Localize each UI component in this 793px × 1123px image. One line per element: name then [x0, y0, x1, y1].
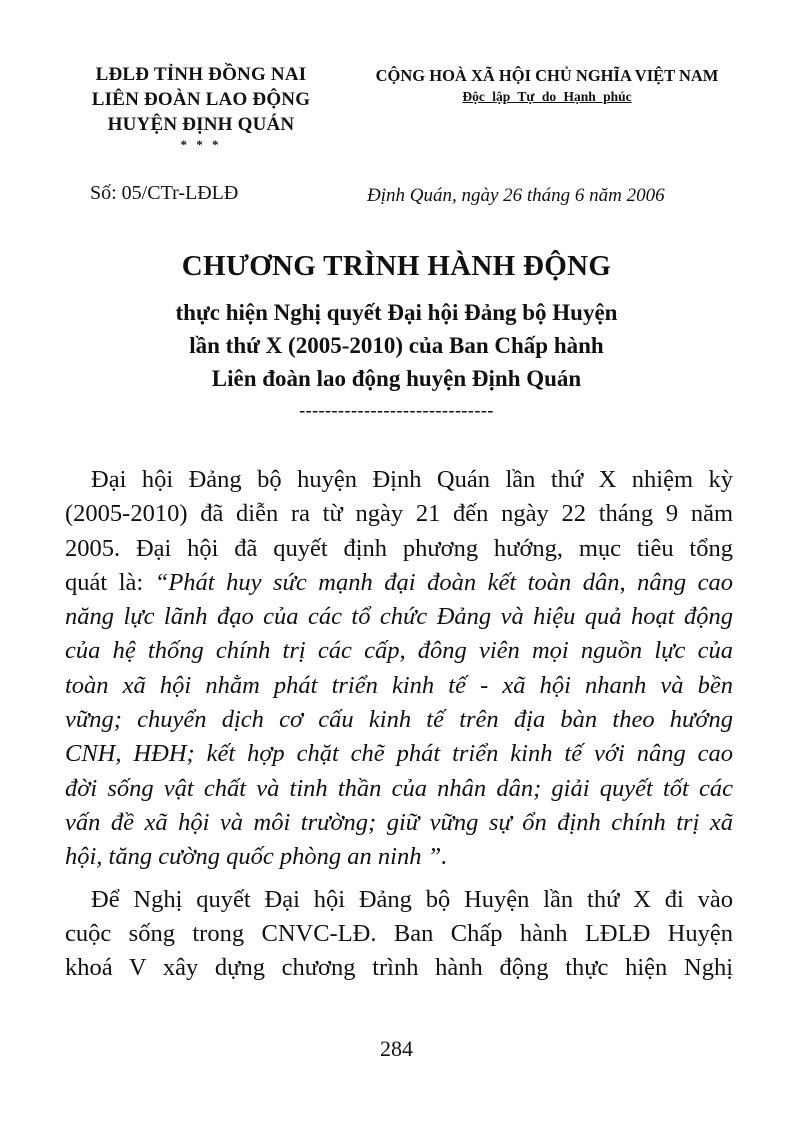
nation-name: CỘNG HOÀ XÃ HỘI CHỦ NGHĨA VIỆT NAM [375, 66, 719, 85]
quote-text: “Phát huy sức mạnh đại đoàn kết toàn dân, nâng cao [154, 568, 734, 596]
subtitle-line: thực hiện Nghị quyết Đại hội Đảng bộ Huyện [175, 300, 618, 325]
page-number: 284 [380, 1036, 413, 1061]
quote-line: của hệ thống chính trị các cấp, đông viên mọi nguồn lực của [65, 637, 733, 665]
body-line: (2005-2010) đã diễn ra từ ngày 21 đến ngày 22 tháng 9 năm [65, 500, 733, 528]
quote-line: hội, tăng cường quốc phòng an ninh ”. [65, 843, 448, 871]
document-subtitle [0, 296, 793, 395]
quote-line: năng lực lãnh đạo của các tổ chức Đảng và hiệu quả hoạt động [65, 603, 733, 631]
org-line-district: HUYỆN ĐỊNH QUÁN [107, 114, 295, 135]
quote-line: CNH, HĐH; kết hợp chặt chẽ phát triển kinh tế với nâng cao [65, 740, 733, 768]
body-line: 2005. Đại hội đã quyết định phương hướng, mục tiêu tổng [65, 534, 733, 562]
national-heading [352, 64, 742, 106]
body-line: khoá V xây dựng chương trình hành động thực hiện Nghị [65, 954, 733, 982]
quote-line: đời sống vật chất và tinh thần của nhân dân; giải quyết tốt các [65, 774, 733, 802]
body-line: Để Nghị quyết Đại hội Đảng bộ Huyện lần thứ X đi vào [91, 885, 733, 913]
quote-line: vững; chuyển dịch cơ cấu kinh tế trên địa bàn theo hướng [65, 706, 733, 734]
document-number: Số: 05/CTr-LĐLĐ [90, 182, 239, 204]
national-motto: Độc lập Tự do Hạnh phúc [462, 89, 632, 104]
document-title: CHƯƠNG TRÌNH HÀNH ĐỘNG [181, 250, 612, 282]
org-line-federation: LIÊN ĐOÀN LAO ĐỘNG [91, 89, 311, 110]
quote-lead-in: quát là: [65, 568, 155, 596]
title-divider: ------------------------------ [299, 400, 494, 420]
subtitle-line: lần thứ X (2005-2010) của Ban Chấp hành [189, 333, 604, 358]
paragraph-purpose [65, 883, 733, 986]
quote-line: vấn đề xã hội và môi trường; giữ vững sự ổn định chính trị xã [65, 808, 733, 836]
body-line [65, 566, 733, 600]
document-body [65, 463, 733, 985]
body-line: Đại hội Đảng bộ huyện Định Quán lần thứ X nhiệm kỳ [91, 466, 733, 493]
subtitle-line: Liên đoàn lao động huyện Định Quán [211, 366, 582, 391]
place-and-date: Định Quán, ngày 26 tháng 6 năm 2006 [367, 185, 665, 206]
stars-ornament: * * * [180, 137, 222, 152]
org-line-provincial: LĐLĐ TỈNH ĐỒNG NAI [95, 64, 307, 85]
body-line: cuộc sống trong CNVC-LĐ. Ban Chấp hành LĐLĐ Huyện [65, 919, 733, 947]
quote-line: toàn xã hội nhằm phát triển kinh tế - xã hội nhanh và bền [65, 671, 733, 699]
issuing-organization [60, 62, 342, 153]
paragraph-intro [65, 463, 733, 875]
